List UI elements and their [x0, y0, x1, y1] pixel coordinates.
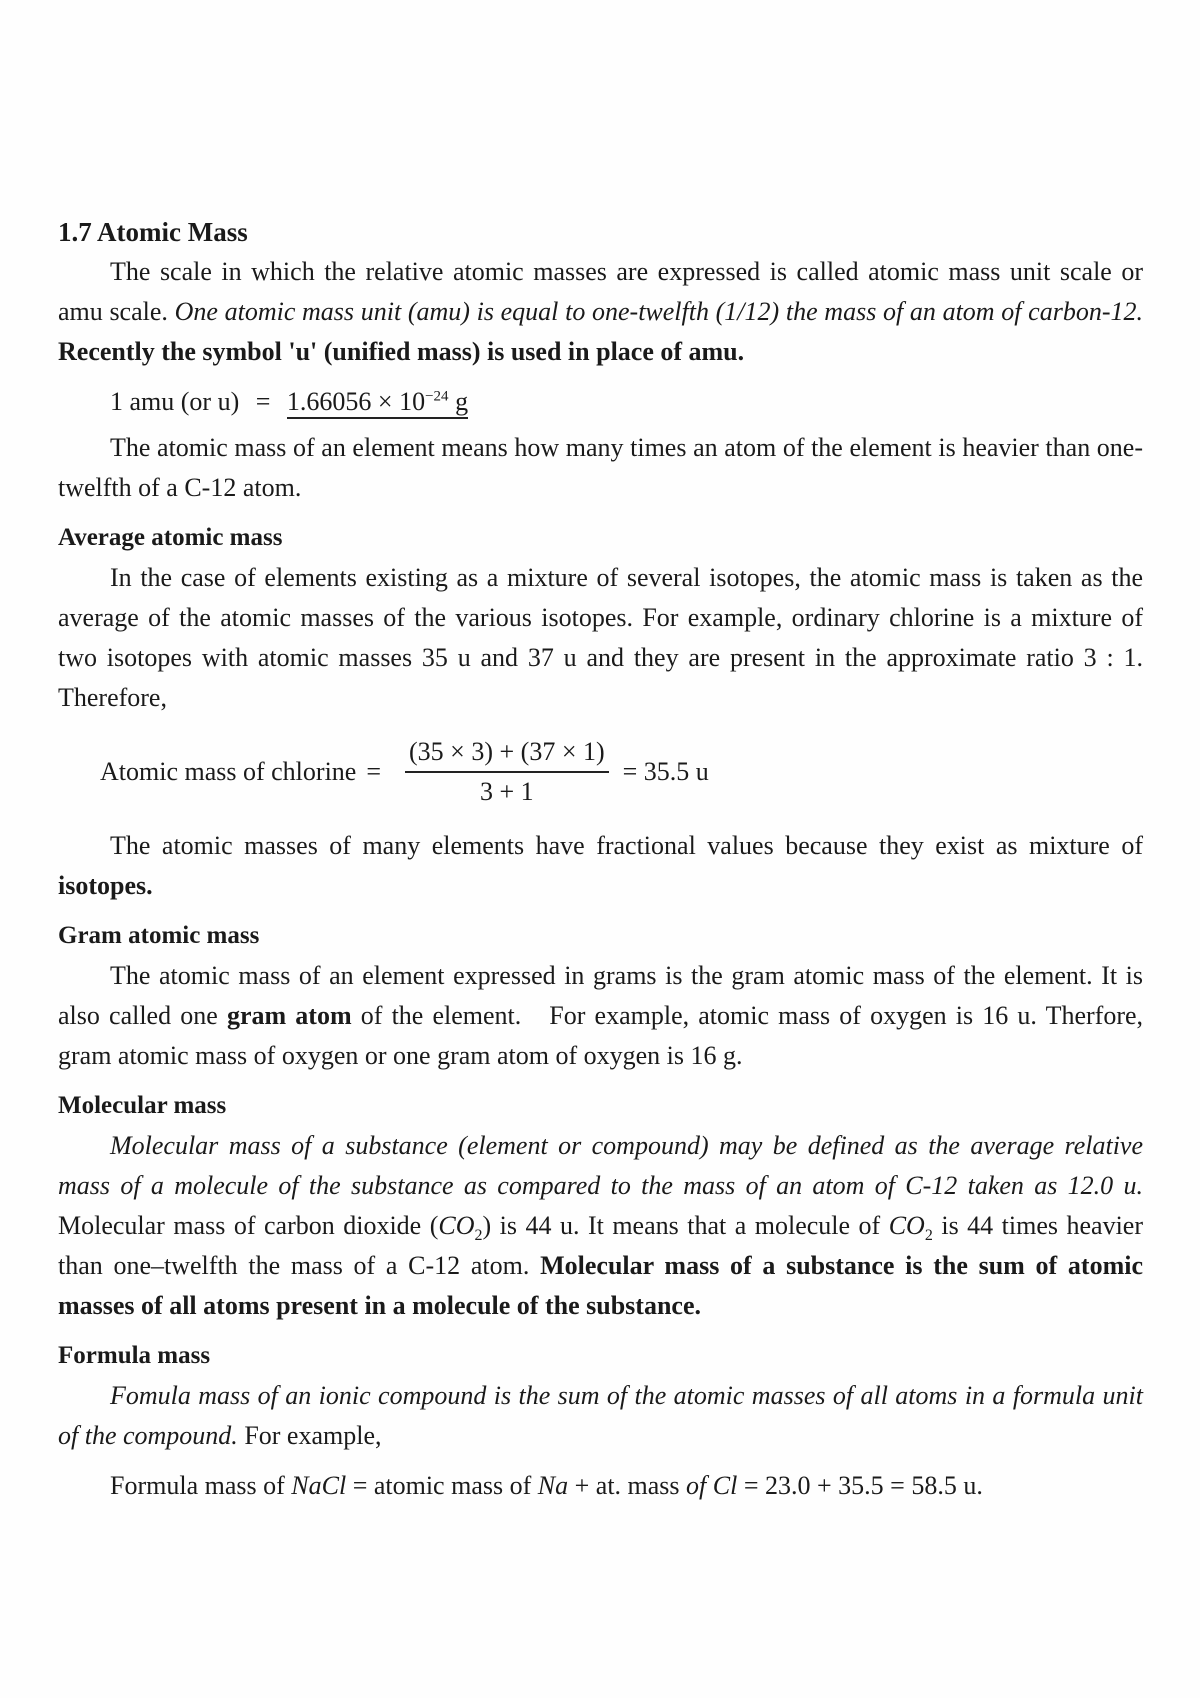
- formula-mass-definition: Fomula mass of an ionic compound is the sum of the atomic masses of all atoms in a formula unit of the compound.: [58, 1381, 1143, 1450]
- gram-atomic-mass-text: The atomic mass of an element expressed in grams is the gram atomic mass of the element. It is also called one: [58, 961, 1143, 1030]
- unified-mass-note: Recently the symbol 'u' (unified mass) is used in place of amu.: [58, 337, 745, 366]
- molecular-mass-paragraph: [58, 1126, 1143, 1326]
- amu-equation: [58, 382, 1143, 422]
- co2-subscript-2: 2: [924, 1227, 933, 1245]
- page-content: [58, 212, 1143, 1512]
- nacl-formula: NaCl: [291, 1471, 347, 1500]
- co2-formula: CO: [438, 1211, 475, 1240]
- formula-mass-heading: Formula mass: [58, 1342, 211, 1369]
- nacl-eq-atomic-mass: = atomic mass of: [352, 1471, 532, 1500]
- average-atomic-mass-heading: Average atomic mass: [58, 524, 283, 551]
- oxygen-example: For example, atomic mass of oxygen is 16 u. Therfore, gram atomic mass of oxygen or one gram atom of oxygen is 16 g.: [58, 1001, 1144, 1070]
- amu-equation-value: [287, 387, 468, 419]
- gram-atomic-mass-heading: Gram atomic mass: [58, 922, 260, 949]
- section-heading: 1.7 Atomic Mass: [58, 217, 248, 247]
- co2-sentence-end: is 44 times heavier than one–twelfth the mass of a C-12 atom.: [58, 1211, 1143, 1280]
- amu-equation-left: 1 amu (or u): [110, 387, 240, 416]
- atomic-mass-meaning: The atomic mass of an element means how many times an atom of the element is heavier than one-twelfth of a C-12 atom.: [58, 433, 1143, 502]
- nacl-eq-of: of: [686, 1471, 707, 1500]
- nacl-eq-at-mass: + at. mass: [574, 1471, 680, 1500]
- molecular-mass-definition: Molecular mass of a substance (element or compound) may be defined as the average relative mass of a molecule of the substance as compared to the mass of an atom of C-12 taken as 12.0 u.: [58, 1131, 1143, 1200]
- amu-equation-sign: =: [255, 387, 271, 416]
- amu-exponent: −24: [425, 388, 449, 405]
- chlorine-equation-sign: =: [366, 757, 382, 786]
- cl-symbol: Cl: [712, 1471, 738, 1500]
- chlorine-equation-label: Atomic mass of chlorine: [100, 757, 357, 786]
- molecular-mass-sum-rule: Molecular mass of a substance is the sum of atomic masses of all atoms present in a molecule of the substance.: [58, 1251, 1143, 1320]
- amu-unit: g: [448, 387, 469, 416]
- co2-sentence-start: Molecular mass of carbon dioxide (: [58, 1211, 439, 1240]
- fractional-values-paragraph: [58, 826, 1143, 906]
- fractional-values-text: The atomic masses of many elements have fractional values because they exist as mixture of: [110, 831, 1143, 860]
- co2-formula-2: CO: [888, 1211, 925, 1240]
- molecular-mass-heading: Molecular mass: [58, 1092, 227, 1119]
- amu-scale-sentence: The scale in which the relative atomic masses are expressed is called atomic mass unit scale or amu scale.: [58, 257, 1143, 326]
- fraction-numerator: (35 × 3) + (37 × 1): [405, 735, 609, 773]
- average-atomic-mass-paragraph: In the case of elements existing as a mixture of several isotopes, the atomic mass is taken as the average of the atomic masses of the various isotopes. For example, ordinary chlorine is a mixture of two isotopes with atomic masses 35 u and 37 u and they are present in the approximate ratio 3 : 1. Therefore,: [58, 563, 1143, 712]
- chlorine-equation: [58, 732, 1143, 812]
- atomic-mass-paragraph: [58, 252, 1143, 372]
- gram-atomic-mass-paragraph: [58, 956, 1143, 1076]
- isotopes-word: isotopes.: [58, 871, 153, 900]
- co2-sentence-middle: ) is 44 u. It means that a molecule of: [482, 1211, 881, 1240]
- formula-mass-paragraph: [58, 1376, 1143, 1456]
- amu-definition: One atomic mass unit (amu) is equal to one-twelfth (1/12) the mass of an atom of carbon-12.: [174, 297, 1143, 326]
- chlorine-fraction: [405, 735, 609, 809]
- nacl-equation: [58, 1466, 1143, 1506]
- chlorine-equation-result: = 35.5 u: [622, 757, 709, 786]
- nacl-eq-result: = 23.0 + 35.5 = 58.5 u.: [743, 1471, 983, 1500]
- co2-subscript: 2: [474, 1227, 483, 1245]
- gram-atom-suffix: of the element.: [360, 1001, 522, 1030]
- formula-mass-example-lead: For example,: [244, 1421, 382, 1450]
- gram-atom-term: gram atom: [226, 1001, 352, 1030]
- amu-mantissa: 1.66056 × 10: [286, 387, 426, 416]
- fraction-denominator: 3 + 1: [479, 777, 534, 806]
- nacl-eq-lead: Formula mass of: [110, 1471, 285, 1500]
- na-symbol: Na: [537, 1471, 569, 1500]
